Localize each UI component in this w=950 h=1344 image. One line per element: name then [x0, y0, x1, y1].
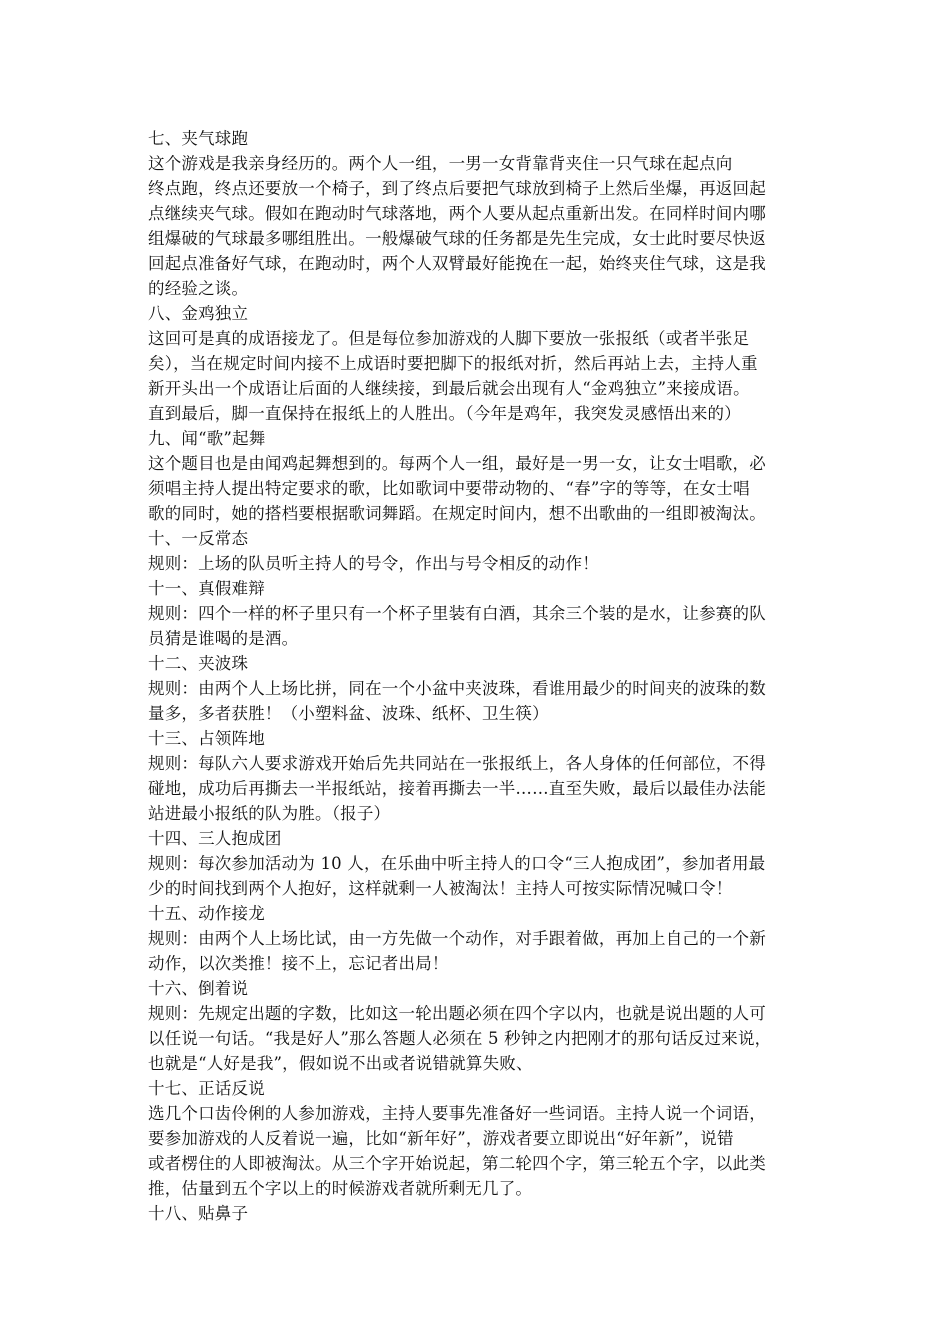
paragraph-line: 站进最小报纸的队为胜。（报子）: [148, 804, 391, 823]
paragraph-line: 这个游戏是我亲身经历的。两个人一组，一男一女背靠背夹住一只气球在起点向: [148, 154, 733, 173]
heading-9: 九、闻“歌”起舞: [148, 429, 266, 448]
paragraph-line: 规则：先规定出题的字数，比如这一轮出题必须在四个字以内，也就是说出题的人可: [148, 1004, 766, 1023]
heading-18: 十八、贴鼻子: [148, 1204, 249, 1223]
paragraph-line: 员猜是谁喝的是酒。: [148, 629, 299, 648]
paragraph-line: 规则：由两个人上场比拼，同在一个小盆中夹波珠，看谁用最少的时间夹的波珠的数: [148, 679, 766, 698]
heading-10: 十、一反常态: [148, 529, 249, 548]
paragraph-line: 新开头出一个成语让后面的人继续接，到最后就会出现有人“金鸡独立”来接成语。: [148, 379, 750, 398]
paragraph-line: 量多，多者获胜！（小塑料盆、波珠、纸杯、卫生筷）: [148, 704, 549, 723]
paragraph-line: 选几个口齿伶俐的人参加游戏，主持人要事先准备好一些词语。主持人说一个词语，: [148, 1104, 766, 1123]
paragraph-line: 或者楞住的人即被淘汰。从三个字开始说起，第二轮四个字，第三轮五个字，以此类: [148, 1154, 766, 1173]
heading-16: 十六、倒着说: [148, 979, 249, 998]
paragraph-line: 规则：上场的队员听主持人的号令，作出与号令相反的动作！: [148, 554, 599, 573]
paragraph-line: 要参加游戏的人反着说一遍，比如“新年好”，游戏者要立即说出“好年新”，说错: [148, 1129, 734, 1148]
paragraph-line: 歌的同时，她的搭档要根据歌词舞蹈。在规定时间内，想不出歌曲的一组即被淘汰。: [148, 504, 766, 523]
paragraph-line: 规则：四个一样的杯子里只有一个杯子里装有白酒，其余三个装的是水，让参赛的队: [148, 604, 766, 623]
paragraph-line: 回起点准备好气球，在跑动时，两个人双臂最好能挽在一起，始终夹住气球，这是我: [148, 254, 766, 273]
paragraph-line: 规则：每队六人要求游戏开始后先共同站在一张报纸上，各人身体的任何部位，不得: [148, 754, 766, 773]
heading-13: 十三、占领阵地: [148, 729, 265, 748]
paragraph-line: 矣），当在规定时间内接不上成语时要把脚下的报纸对折，然后再站上去，主持人重: [148, 354, 758, 373]
heading-14: 十四、三人抱成团: [148, 829, 282, 848]
paragraph-line: 少的时间找到两个人抱好，这样就剩一人被淘汰！主持人可按实际情况喊口令！: [148, 879, 733, 898]
paragraph-line: 以任说一句话。“我是好人”那么答题人必须在 5 秒钟之内把刚才的那句话反过来说，: [148, 1029, 772, 1048]
paragraph-line: 这个题目也是由闻鸡起舞想到的。每两个人一组，最好是一男一女，让女士唱歌，必: [148, 454, 766, 473]
heading-17: 十七、正话反说: [148, 1079, 265, 1098]
paragraph-line: 碰地，成功后再撕去一半报纸站，接着再撕去一半……直至失败，最后以最佳办法能: [148, 779, 766, 798]
heading-11: 十一、真假难辩: [148, 579, 265, 598]
paragraph-line: 这回可是真的成语接龙了。但是每位参加游戏的人脚下要放一张报纸（或者半张足: [148, 329, 750, 348]
paragraph-line: 直到最后，脚一直保持在报纸上的人胜出。（今年是鸡年，我突发灵感悟出来的）: [148, 404, 741, 423]
heading-7: 七、夹气球跑: [148, 129, 249, 148]
heading-8: 八、金鸡独立: [148, 304, 249, 323]
paragraph-line: 推，估量到五个字以上的时候游戏者就所剩无几了。: [148, 1179, 533, 1198]
paragraph-line: 规则：每次参加活动为 10 人，在乐曲中听主持人的口令“三人抱成团”，参加者用最: [148, 854, 766, 873]
paragraph-line: 规则：由两个人上场比试，由一方先做一个动作，对手跟着做，再加上自己的一个新: [148, 929, 766, 948]
paragraph-line: 也就是“人好是我”，假如说不出或者说错就算失败、: [148, 1054, 533, 1073]
paragraph-line: 动作，以次类推！接不上，忘记者出局！: [148, 954, 449, 973]
heading-15: 十五、动作接龙: [148, 904, 265, 923]
heading-12: 十二、夹波珠: [148, 654, 249, 673]
paragraph-line: 组爆破的气球最多哪组胜出。一般爆破气球的任务都是先生完成，女士此时要尽快返: [148, 229, 766, 248]
paragraph-line: 点继续夹气球。假如在跑动时气球落地，两个人要从起点重新出发。在同样时间内哪: [148, 204, 766, 223]
paragraph-line: 须唱主持人提出特定要求的歌，比如歌词中要带动物的、“春”字的等等，在女士唱: [148, 479, 750, 498]
paragraph-line: 终点跑，终点还要放一个椅子，到了终点后要把气球放到椅子上然后坐爆，再返回起: [148, 179, 766, 198]
paragraph-line: 的经验之谈。: [148, 279, 249, 298]
